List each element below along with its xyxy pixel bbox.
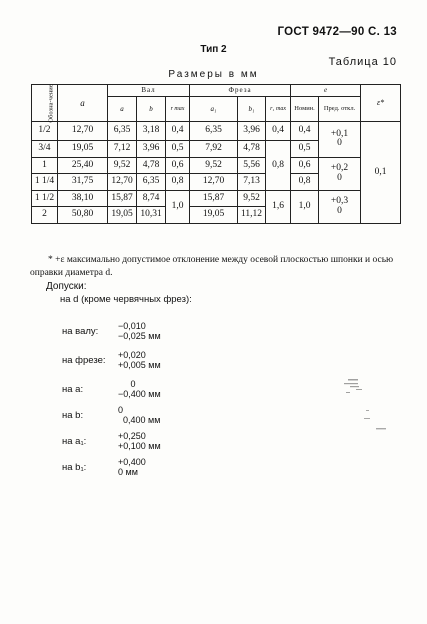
e-limit-upper: +0,3	[330, 196, 349, 206]
designation-cell: 1 1/2	[32, 190, 58, 207]
table-row	[32, 157, 401, 174]
shaft-a-cell: 12,70	[108, 174, 137, 191]
tolerance-label: на b:	[62, 410, 84, 421]
tolerance-label: на b₁:	[62, 462, 87, 473]
table-row	[32, 190, 401, 207]
tolerances-title: Допуски:	[46, 281, 87, 292]
cutter-r1-cell: 0,4	[266, 122, 291, 141]
a-header: a	[58, 85, 108, 122]
tolerance-value: −0,010 −0,025 мм	[118, 321, 161, 341]
shaft-b-cell: 3,18	[137, 122, 166, 141]
shaft-b-cell: 4,78	[137, 157, 166, 174]
designation-cell: 3/4	[32, 141, 58, 158]
page-header: ГОСТ 9472—90 С. 13	[277, 26, 397, 38]
table-number: Таблица 10	[328, 56, 397, 68]
shaft-r-cell: 0,6	[166, 157, 190, 174]
a-cell: 12,70	[58, 122, 108, 141]
cutter-r1-header: r₁ max	[266, 97, 291, 122]
e-limit-header: Пред. откл.	[319, 97, 361, 122]
e-nominal-cell: 0,4	[291, 122, 319, 141]
designation-cell: 1/2	[32, 122, 58, 141]
cutter-a1-cell: 15,87	[190, 190, 238, 207]
cutter-a1-cell: 9,52	[190, 157, 238, 174]
tolerance-value: +0,020 +0,005 мм	[118, 350, 161, 370]
a-cell: 25,40	[58, 157, 108, 174]
tolerance-label: на a₁:	[62, 436, 87, 447]
tolerance-value: 0 −0,400 мм	[118, 379, 161, 399]
tolerance-label: на валу:	[62, 326, 99, 337]
shaft-r-header: r max	[166, 97, 190, 122]
cutter-b1-cell: 11,12	[238, 207, 266, 224]
cutter-r1-cell: 0,8	[266, 141, 291, 191]
e-limit-lower: 0	[337, 138, 342, 149]
a-cell: 31,75	[58, 174, 108, 191]
e-limit-cell	[319, 190, 361, 223]
a-cell: 19,05	[58, 141, 108, 158]
e-header: e	[291, 85, 361, 97]
shaft-r-cell: 0,4	[166, 122, 190, 141]
cutter-b1-cell: 4,78	[238, 141, 266, 158]
e-limit-lower: 0	[337, 172, 342, 183]
shaft-r-cell: 1,0	[166, 190, 190, 223]
cutter-a1-cell: 12,70	[190, 174, 238, 191]
e-limit-upper: +0,1	[330, 128, 349, 139]
shaft-a-cell: 9,52	[108, 157, 137, 174]
e-limit-upper: +0,2	[330, 163, 349, 173]
table-row	[32, 122, 401, 141]
e-limit-lower: 0	[337, 205, 342, 216]
e-limit-cell	[319, 122, 361, 158]
shaft-a-header: a	[108, 97, 137, 122]
tolerance-label: на a:	[62, 384, 84, 395]
cutter-a1-cell: 7,92	[190, 141, 238, 158]
scan-smudge	[362, 408, 392, 438]
type-title: Тип 2	[200, 44, 227, 55]
tolerance-label: на фрезе:	[62, 355, 106, 366]
e-nominal-cell: 0,5	[291, 141, 319, 158]
cutter-b1-cell: 7,13	[238, 174, 266, 191]
dimensions-table	[31, 84, 401, 224]
cutter-b1-header: b₁	[238, 97, 266, 122]
shaft-a-cell: 15,87	[108, 190, 137, 207]
shaft-b-cell: 6,35	[137, 174, 166, 191]
eps-header: ε*	[361, 85, 401, 122]
tolerance-d-line: на d (кроме червячных фрез):	[60, 294, 192, 305]
a-cell: 38,10	[58, 190, 108, 207]
a-cell: 50,80	[58, 207, 108, 224]
designation-header	[32, 85, 58, 122]
e-limit-cell	[319, 157, 361, 190]
designation-header-text: Обозна-чение	[47, 83, 55, 123]
shaft-a-cell: 6,35	[108, 122, 137, 141]
designation-cell: 1 1/4	[32, 174, 58, 191]
e-nominal-cell: 0,8	[291, 174, 319, 191]
cutter-a1-header: a₁	[190, 97, 238, 122]
tolerance-value: +0,250 +0,100 мм	[118, 431, 161, 451]
shaft-b-cell: 10,31	[137, 207, 166, 224]
eps-cell: 0,1	[361, 122, 401, 224]
cutter-b1-cell: 5,56	[238, 157, 266, 174]
shaft-header: Вал	[108, 85, 190, 97]
table-caption: Размеры в мм	[168, 69, 259, 80]
cutter-a1-cell: 6,35	[190, 122, 238, 141]
e-nominal-header: Номин.	[291, 97, 319, 122]
e-nominal-cell: 1,0	[291, 190, 319, 223]
e-nominal-cell: 0,6	[291, 157, 319, 174]
footnote: * +ε максимально допустимое отклонение между осевой плоскостью шпонки и осью оправки диаметра d.	[30, 255, 394, 278]
tolerance-value: 0 0,400 мм	[118, 405, 161, 425]
cutter-header: Фреза	[190, 85, 291, 97]
designation-cell: 1	[32, 157, 58, 174]
cutter-r1-cell: 1,6	[266, 190, 291, 223]
tolerance-value: +0,400 0 мм	[118, 457, 146, 477]
cutter-b1-cell: 9,52	[238, 190, 266, 207]
shaft-a-cell: 19,05	[108, 207, 137, 224]
cutter-a1-cell: 19,05	[190, 207, 238, 224]
shaft-r-cell: 0,5	[166, 141, 190, 158]
shaft-r-cell: 0,8	[166, 174, 190, 191]
shaft-b-header: b	[137, 97, 166, 122]
designation-cell: 2	[32, 207, 58, 224]
shaft-b-cell: 3,96	[137, 141, 166, 158]
shaft-a-cell: 7,12	[108, 141, 137, 158]
shaft-b-cell: 8,74	[137, 190, 166, 207]
cutter-b1-cell: 3,96	[238, 122, 266, 141]
